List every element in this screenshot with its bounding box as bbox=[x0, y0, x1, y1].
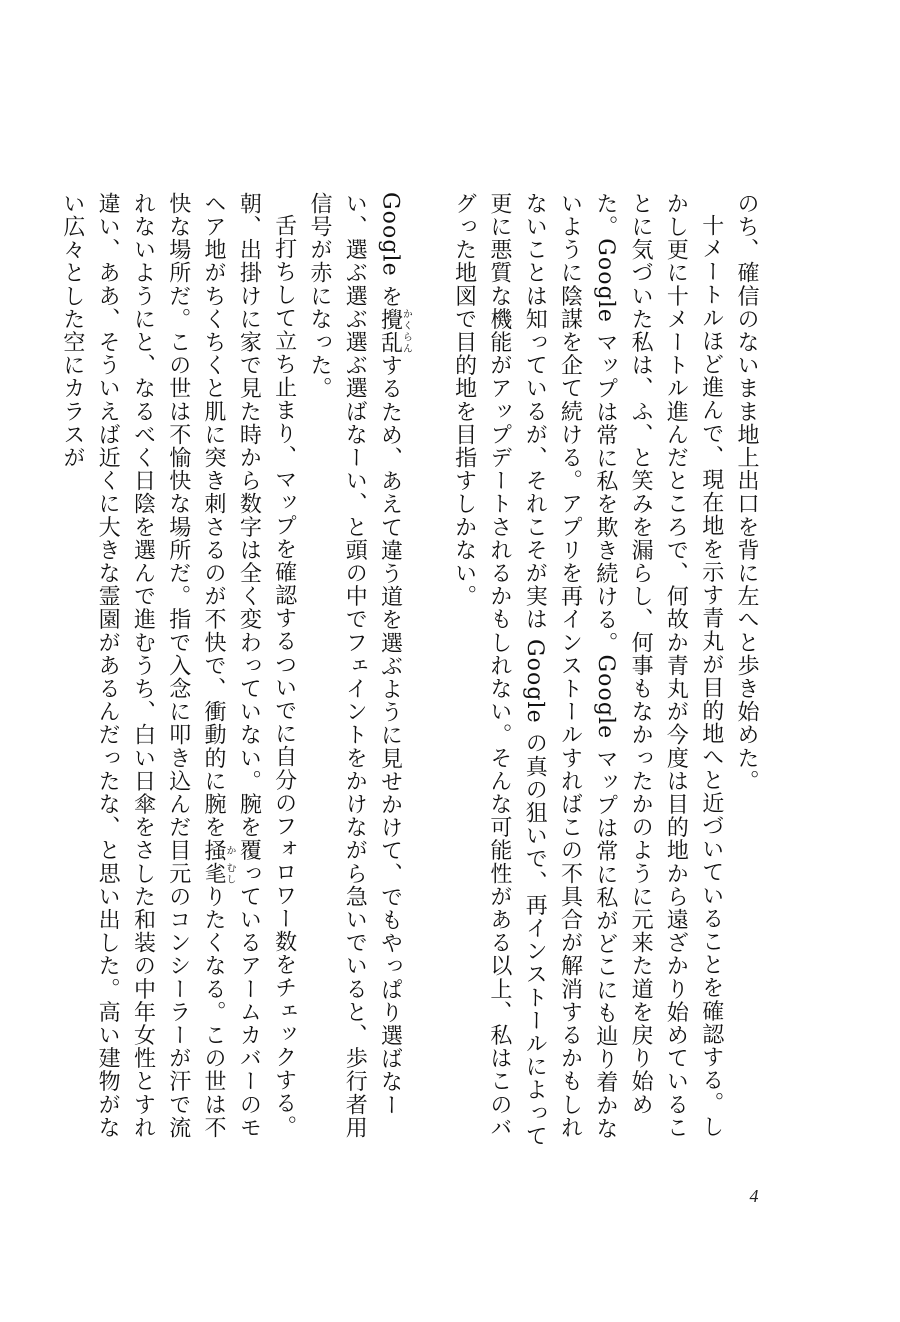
paragraph-2 bbox=[446, 192, 728, 1160]
ruby-kakuran bbox=[377, 308, 412, 355]
paragraph-3 bbox=[302, 192, 411, 1160]
body-text bbox=[59, 192, 764, 1160]
paragraph-3-lead: Google を bbox=[377, 192, 403, 308]
paragraph-4-rest: りたくなる。この世は不快な場所だ。この世は不愉快な場所だ。指で入念に叩き込んだ目元のコンシーラーが汗で流れないようにと、なるべく日陰を選んで進むうち、白い日傘をさした和装の中年女性とすれ違い、ああ、そういえば近くに大きな霊園があるんだったな、と思い出した。高い建物がない広々とした空にカラスが bbox=[59, 192, 227, 1140]
paragraph-2-text: 十メートルほど進んで、現在地を示す青丸が目的地へと近づいていることを確認する。しかし更に十メートル進んだところで、何故か青丸が今度は目的地から遠ざかり始めていることに気づいた私は、ふ、と笑みを漏らし、何事もなかったかのように元来た道を戻り始めた。Google マップは常に私を欺き続ける。Google マップは常に私がどこにも辿り着かないように陰謀を企て続ける。アプリを再インストールすればこの不具合が解消するかもしれないことは知っているが、それこそが実は Google の真の狙いで、再インストールによって更に悪質な機能がアップデートされるかもしれない。そんな可能性がある以上、私はこのバグった地図で目的地を目指すしかない。 bbox=[451, 192, 724, 1148]
ruby-ka-base: 掻 bbox=[201, 838, 227, 862]
ruby-kakuran-reading: かくらん bbox=[400, 308, 412, 355]
ruby-mushi-reading: むし bbox=[224, 861, 236, 886]
ruby-mushi bbox=[201, 861, 236, 886]
paragraph-4 bbox=[55, 192, 302, 1160]
ruby-kakuran-base: 攪乱 bbox=[377, 308, 403, 355]
paragraph-1-text: のち、確信のないまま地上出口を背に左へと歩き始めた。 bbox=[734, 192, 759, 793]
ruby-ka bbox=[201, 838, 236, 862]
ruby-ka-reading: か bbox=[224, 838, 236, 862]
page-number: 4 bbox=[749, 1186, 759, 1206]
paragraph-1 bbox=[729, 192, 764, 1160]
paragraph-3-rest: するため、あえて違う道を選ぶように見せかけて、でもやっぱり選ばなーい、選ぶ選ぶ選ぶ選ばなーい、と頭の中でフェイントをかけながら急いでいると、歩行者用信号が赤になった。 bbox=[306, 192, 403, 1140]
ruby-mushi-base: 毟 bbox=[201, 861, 227, 886]
paragraph-4-lead: 舌打ちして立ち止まり、マップを確認するついでに自分のフォロワー数をチェックする。朝、出掛けに家で見た時から数字は全く変わっていない。腕を覆っているアームカバーのモヘア地がちくちくと肌に突き刺さるのが不快で、衝動的に腕を bbox=[201, 192, 297, 1140]
